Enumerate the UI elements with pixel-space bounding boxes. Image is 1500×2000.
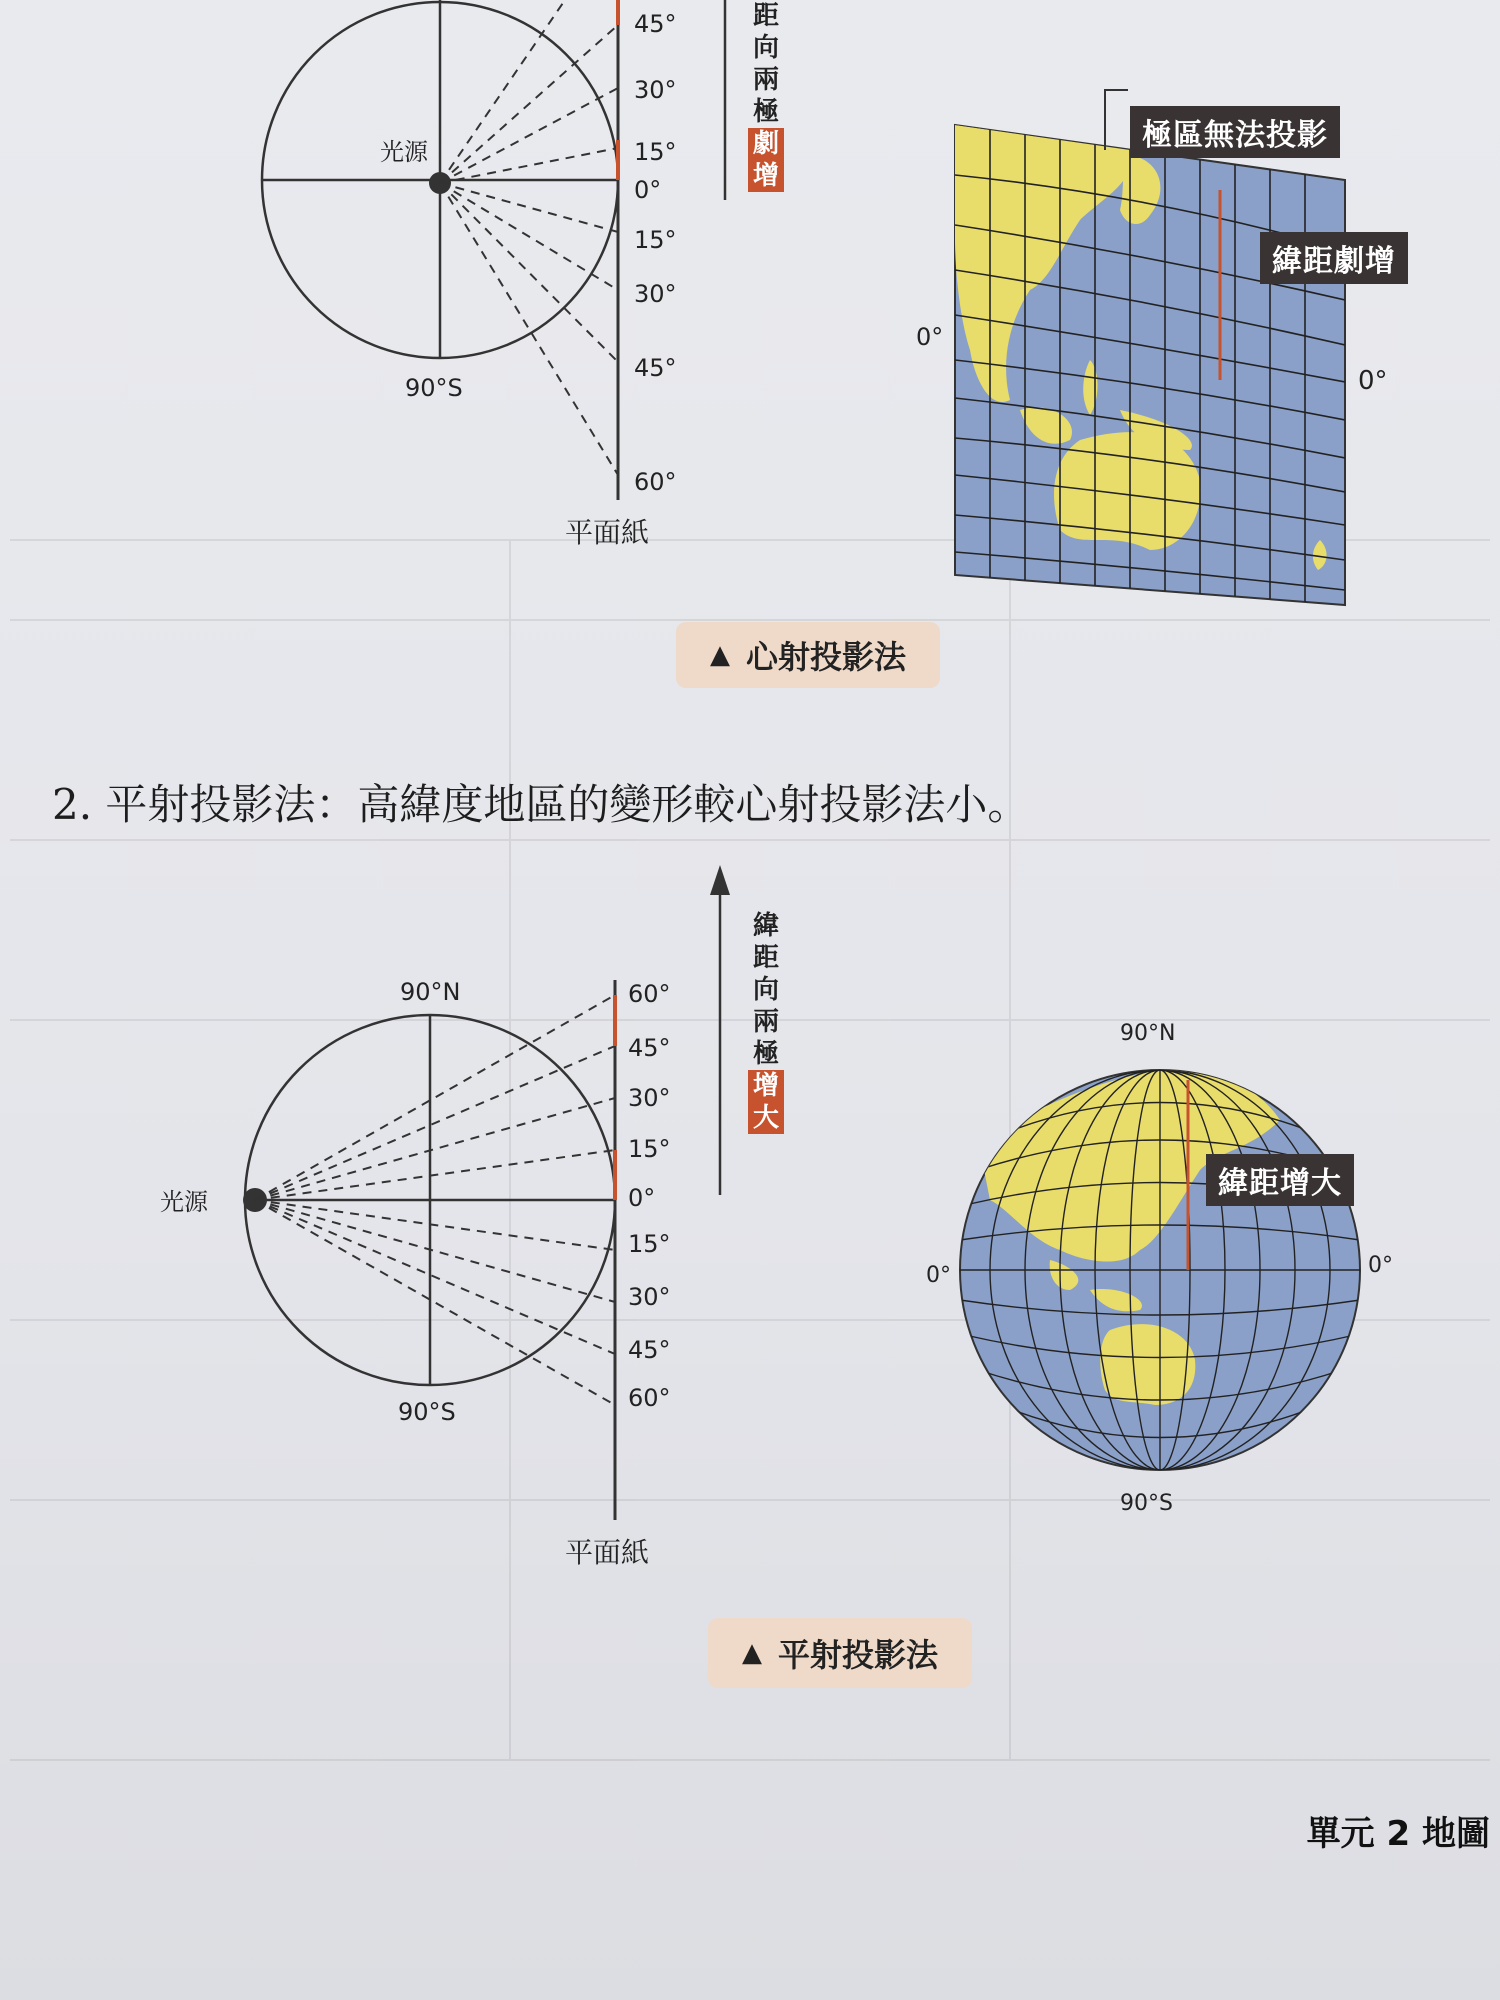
- tick-label: 60°: [628, 1384, 671, 1412]
- gnomonic-map: [916, 120, 1350, 610]
- stereographic-map: [920, 1010, 1400, 1530]
- vertical-label-fig2: 緯 距 向 兩 極 增 大: [748, 910, 784, 1134]
- page-footer: 單元 2 地圖: [1306, 1814, 1490, 1854]
- caption-text: 平射投影法: [778, 1636, 939, 1674]
- tick-label: 15°: [634, 226, 677, 254]
- tick-label: 60°: [628, 980, 671, 1008]
- callout-latitude-increase: 緯距增大: [1206, 1154, 1354, 1206]
- map-zero-right: 0°: [1358, 366, 1388, 396]
- map-zero-left: 0°: [916, 323, 944, 351]
- tick-label: 30°: [634, 76, 677, 104]
- tick-label: 60°: [634, 468, 677, 496]
- vertical-label-fig1: 距 向 兩 極 劇 增: [748, 0, 784, 192]
- triangle-icon: ▲: [710, 640, 730, 670]
- caption-stereographic: [708, 1618, 972, 1688]
- map-south-label: 90°S: [1120, 1491, 1173, 1516]
- light-source-label: 光源: [160, 1188, 208, 1216]
- arrow-head-icon: [710, 865, 730, 895]
- section-heading: 2. 平射投影法：高緯度地區的變形較心射投影法小。: [52, 780, 1030, 829]
- paper-label: 平面紙: [565, 516, 650, 549]
- map-north-label: 90°N: [1120, 1021, 1176, 1046]
- map-zero-right: 0°: [1368, 1253, 1393, 1278]
- tick-label: 0°: [634, 176, 662, 204]
- stereographic-diagram: [0, 850, 800, 1600]
- caption-gnomonic: [676, 622, 940, 688]
- tick-label: 45°: [628, 1336, 671, 1364]
- triangle-icon: ▲: [742, 1638, 762, 1668]
- tick-label: 30°: [628, 1283, 671, 1311]
- tick-label: 30°: [634, 280, 677, 308]
- paper-label: 平面紙: [565, 1536, 650, 1569]
- tick-label: 45°: [634, 10, 677, 38]
- tick-label: 15°: [634, 138, 677, 166]
- light-source-label: 光源: [380, 138, 428, 166]
- callout-leader: [1100, 80, 1130, 160]
- map-zero-left: 0°: [926, 1263, 951, 1288]
- callout-polar-no-projection: 極區無法投影: [1130, 106, 1340, 158]
- tick-label: 0°: [628, 1184, 656, 1212]
- south-pole-label: 90°S: [398, 1398, 456, 1426]
- north-pole-label: 90°N: [400, 978, 461, 1006]
- tick-label: 15°: [628, 1135, 671, 1163]
- south-pole-label: 90°S: [405, 374, 463, 402]
- caption-text: 心射投影法: [746, 638, 907, 676]
- tick-label: 45°: [634, 354, 677, 382]
- tick-label: 30°: [628, 1084, 671, 1112]
- projection-rays: [440, 0, 618, 475]
- tick-label: 45°: [628, 1034, 671, 1062]
- tick-label: 15°: [628, 1230, 671, 1258]
- callout-latitude-surge: 緯距劇增: [1260, 232, 1408, 284]
